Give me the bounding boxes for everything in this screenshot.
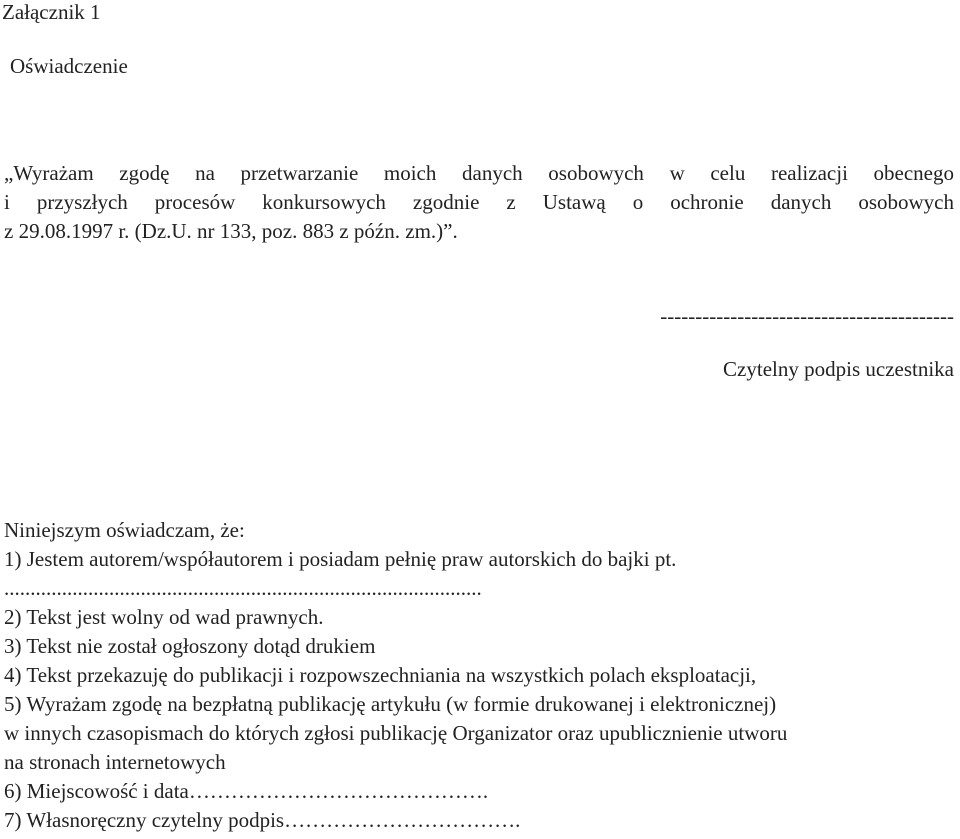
declaration-item-1: 1) Jestem autorem/współautorem i posiadam pełnię praw autorskich do bajki pt.	[4, 547, 677, 571]
declaration-item-5-line-1: 5) Wyrażam zgodę na bezpłatną publikację artykułu (w formie drukowanej i elektronicznej)	[4, 692, 777, 716]
consent-line-3: z 29.08.1997 r. (Dz.U. nr 133, poz. 883 z późn. zm.)”.	[4, 219, 458, 243]
consent-line-1	[4, 159, 954, 188]
declaration-item-5-line-3: na stronach internetowych	[4, 750, 226, 774]
consent-line-1-text: „Wyrażam zgodę na przetwarzanie moich danych osobowych w celu realizacji obecnego	[4, 161, 954, 185]
consent-line-2: i przyszłych procesów konkursowych zgodnie z Ustawą o ochronie danych osobowych	[4, 190, 954, 214]
declaration-item-7: 7) Własnoręczny czytelny podpis…………………………….	[4, 808, 521, 832]
declaration-item-1-dots: ...........................................................................................	[4, 576, 482, 600]
attachment-label: Załącznik 1	[2, 0, 101, 24]
declaration-item-2: 2) Tekst jest wolny od wad prawnych.	[4, 605, 324, 629]
declaration-item-3: 3) Tekst nie został ogłoszony dotąd drukiem	[4, 634, 376, 658]
declaration-item-5-line-2: w innych czasopismach do których zgłosi publikację Organizator oraz upublicznienie utworu	[4, 721, 788, 745]
signature-dashes: ------------------------------------------	[660, 304, 954, 328]
document-title: Oświadczenie	[10, 54, 128, 78]
signature-label: Czytelny podpis uczestnika	[723, 357, 954, 381]
declaration-intro: Niniejszym oświadczam, że:	[4, 518, 245, 542]
declaration-item-4: 4) Tekst przekazuję do publikacji i rozpowszechniania na wszystkich polach eksploatacji,	[4, 663, 757, 687]
declaration-item-6: 6) Miejscowość i data…………………………………….	[4, 779, 489, 803]
